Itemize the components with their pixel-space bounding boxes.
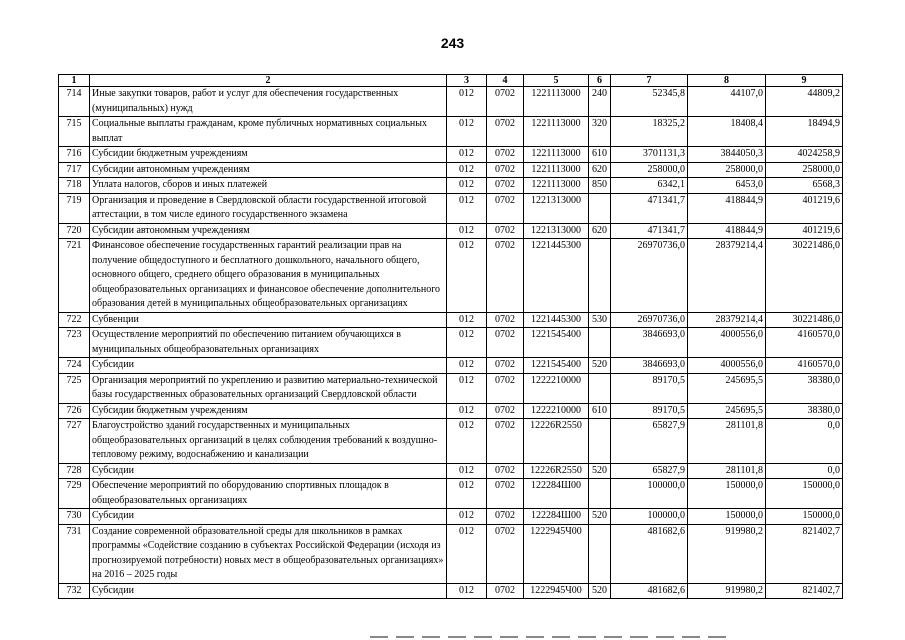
ministry-code-cell: 012 [447, 312, 487, 328]
amount-year2-cell: 150000,0 [688, 509, 766, 525]
row-name-cell: Социальные выплаты гражданам, кроме публичных нормативных социальных выплат [90, 117, 447, 147]
amount-year1-cell: 89170,5 [611, 403, 688, 419]
section-code-cell: 0702 [487, 223, 524, 239]
row-number-cell: 728 [59, 463, 90, 479]
amount-year2-cell: 919980,2 [688, 583, 766, 599]
row-number-cell: 719 [59, 193, 90, 223]
amount-year2-cell: 4000556,0 [688, 328, 766, 358]
expense-type-cell: 530 [589, 312, 611, 328]
table-row [59, 373, 843, 403]
amount-year1-cell: 52345,8 [611, 87, 688, 117]
ministry-code-cell: 012 [447, 358, 487, 374]
row-number-cell: 718 [59, 178, 90, 194]
row-name-cell: Уплата налогов, сборов и иных платежей [90, 178, 447, 194]
section-code-cell: 0702 [487, 419, 524, 464]
row-name-cell: Благоустройство зданий государственных и муниципальных общеобразовательных организаций в целях соблюдения требований к воздушно-тепловому режиму, водоснабжению и канализации [90, 419, 447, 464]
row-name-cell: Осуществление мероприятий по обеспечению питанием обучающихся в муниципальных общеобразовательных организациях [90, 328, 447, 358]
row-name-cell: Создание современной образовательной среды для школьников в рамках программы «Содействие созданию в субъектах Российской Федерации (исходя из прогнозируемой потребности) новых мест в общеобразовательных организациях» на 2016 – 2025 годы [90, 524, 447, 583]
section-code-cell: 0702 [487, 358, 524, 374]
row-number-cell: 720 [59, 223, 90, 239]
expense-type-cell: 850 [589, 178, 611, 194]
section-code-cell: 0702 [487, 509, 524, 525]
ministry-code-cell: 012 [447, 223, 487, 239]
amount-year3-cell: 4024258,9 [766, 147, 843, 163]
expense-type-cell: 610 [589, 147, 611, 163]
amount-year1-cell: 481682,6 [611, 583, 688, 599]
amount-year1-cell: 481682,6 [611, 524, 688, 583]
amount-year3-cell: 18494,9 [766, 117, 843, 147]
table-row [59, 117, 843, 147]
expense-type-cell [589, 419, 611, 464]
column-header: 1 [59, 75, 90, 87]
row-number-cell: 724 [59, 358, 90, 374]
amount-year3-cell: 4160570,0 [766, 328, 843, 358]
row-name-cell: Субвенции [90, 312, 447, 328]
expense-type-cell: 320 [589, 117, 611, 147]
expense-type-cell: 520 [589, 583, 611, 599]
amount-year1-cell: 471341,7 [611, 223, 688, 239]
table-row [59, 419, 843, 464]
table-row [59, 463, 843, 479]
section-code-cell: 0702 [487, 147, 524, 163]
ministry-code-cell: 012 [447, 583, 487, 599]
section-code-cell: 0702 [487, 524, 524, 583]
section-code-cell: 0702 [487, 403, 524, 419]
row-name-cell: Субсидии [90, 463, 447, 479]
amount-year2-cell: 3844050,3 [688, 147, 766, 163]
amount-year2-cell: 281101,8 [688, 419, 766, 464]
row-number-cell: 717 [59, 162, 90, 178]
target-article-cell: 1221545400 [524, 358, 589, 374]
row-name-cell: Субсидии [90, 583, 447, 599]
row-number-cell: 732 [59, 583, 90, 599]
ministry-code-cell: 012 [447, 117, 487, 147]
target-article-cell: 1221113000 [524, 117, 589, 147]
amount-year1-cell: 65827,9 [611, 463, 688, 479]
table-row [59, 178, 843, 194]
section-code-cell: 0702 [487, 193, 524, 223]
target-article-cell: 1221545400 [524, 328, 589, 358]
row-number-cell: 723 [59, 328, 90, 358]
amount-year3-cell: 38380,0 [766, 403, 843, 419]
column-header: 7 [611, 75, 688, 87]
table-row [59, 193, 843, 223]
ministry-code-cell: 012 [447, 509, 487, 525]
amount-year3-cell: 821402,7 [766, 524, 843, 583]
amount-year2-cell: 150000,0 [688, 479, 766, 509]
amount-year3-cell: 150000,0 [766, 509, 843, 525]
ministry-code-cell: 012 [447, 239, 487, 313]
table-row [59, 162, 843, 178]
ministry-code-cell: 012 [447, 419, 487, 464]
column-header: 8 [688, 75, 766, 87]
table-row [59, 403, 843, 419]
amount-year1-cell: 3846693,0 [611, 328, 688, 358]
amount-year3-cell: 821402,7 [766, 583, 843, 599]
table-row [59, 223, 843, 239]
target-article-cell: 1221113000 [524, 87, 589, 117]
expense-type-cell: 240 [589, 87, 611, 117]
section-code-cell: 0702 [487, 312, 524, 328]
row-number-cell: 722 [59, 312, 90, 328]
row-number-cell: 716 [59, 147, 90, 163]
column-header: 6 [589, 75, 611, 87]
ministry-code-cell: 012 [447, 87, 487, 117]
amount-year2-cell: 4000556,0 [688, 358, 766, 374]
ministry-code-cell: 012 [447, 162, 487, 178]
section-code-cell: 0702 [487, 328, 524, 358]
row-name-cell: Организация и проведение в Свердловской области государственной итоговой аттестации, в том числе единого государственного экзамена [90, 193, 447, 223]
amount-year2-cell: 28379214,4 [688, 239, 766, 313]
amount-year2-cell: 44107,0 [688, 87, 766, 117]
row-name-cell: Субсидии автономным учреждениям [90, 162, 447, 178]
table-row [59, 328, 843, 358]
amount-year1-cell: 89170,5 [611, 373, 688, 403]
row-number-cell: 725 [59, 373, 90, 403]
ministry-code-cell: 012 [447, 373, 487, 403]
target-article-cell: 1221113000 [524, 147, 589, 163]
amount-year1-cell: 3846693,0 [611, 358, 688, 374]
target-article-cell: 1222210000 [524, 403, 589, 419]
amount-year3-cell: 4160570,0 [766, 358, 843, 374]
section-code-cell: 0702 [487, 162, 524, 178]
row-name-cell: Иные закупки товаров, работ и услуг для обеспечения государственных (муниципальных) нужд [90, 87, 447, 117]
amount-year3-cell: 30221486,0 [766, 312, 843, 328]
amount-year3-cell: 6568,3 [766, 178, 843, 194]
amount-year2-cell: 18408,4 [688, 117, 766, 147]
page-number: 243 [440, 35, 465, 51]
target-article-cell: 122284Ш00 [524, 509, 589, 525]
amount-year1-cell: 100000,0 [611, 479, 688, 509]
table-row [59, 147, 843, 163]
row-number-cell: 714 [59, 87, 90, 117]
amount-year1-cell: 3701131,3 [611, 147, 688, 163]
amount-year3-cell: 38380,0 [766, 373, 843, 403]
amount-year1-cell: 100000,0 [611, 509, 688, 525]
target-article-cell: 1222945Ч00 [524, 524, 589, 583]
target-article-cell: 1221445300 [524, 239, 589, 313]
table-row [59, 239, 843, 313]
target-article-cell: 1221313000 [524, 193, 589, 223]
section-code-cell: 0702 [487, 583, 524, 599]
row-number-cell: 727 [59, 419, 90, 464]
expense-type-cell: 620 [589, 223, 611, 239]
row-name-cell: Субсидии [90, 358, 447, 374]
amount-year3-cell: 30221486,0 [766, 239, 843, 313]
amount-year1-cell: 26970736,0 [611, 312, 688, 328]
expense-type-cell [589, 328, 611, 358]
expense-type-cell [589, 524, 611, 583]
amount-year1-cell: 6342,1 [611, 178, 688, 194]
expense-type-cell: 620 [589, 162, 611, 178]
row-number-cell: 730 [59, 509, 90, 525]
target-article-cell: 1221113000 [524, 178, 589, 194]
column-header: 2 [90, 75, 447, 87]
amount-year3-cell: 0,0 [766, 463, 843, 479]
ministry-code-cell: 012 [447, 479, 487, 509]
amount-year2-cell: 245695,5 [688, 373, 766, 403]
column-header: 9 [766, 75, 843, 87]
amount-year1-cell: 258000,0 [611, 162, 688, 178]
target-article-cell: 1222945Ч00 [524, 583, 589, 599]
ministry-code-cell: 012 [447, 178, 487, 194]
expense-type-cell: 610 [589, 403, 611, 419]
table-row [59, 479, 843, 509]
section-code-cell: 0702 [487, 239, 524, 313]
row-name-cell: Субсидии автономным учреждениям [90, 223, 447, 239]
section-code-cell: 0702 [487, 373, 524, 403]
target-article-cell: 12226R2550 [524, 419, 589, 464]
amount-year2-cell: 418844,9 [688, 223, 766, 239]
row-name-cell: Финансовое обеспечение государственных гарантий реализации прав на получение общедоступного и бесплатного дошкольного, начального общего, основного общего, среднего общего образования в муниципальных общеобразовательных организациях и финансовое обеспечение дополнительного образования детей в муниципальных общеобразовательных организациях [90, 239, 447, 313]
row-name-cell: Субсидии [90, 509, 447, 525]
row-number-cell: 731 [59, 524, 90, 583]
expense-type-cell: 520 [589, 358, 611, 374]
target-article-cell: 1222210000 [524, 373, 589, 403]
target-article-cell: 122284Ш00 [524, 479, 589, 509]
amount-year2-cell: 28379214,4 [688, 312, 766, 328]
ministry-code-cell: 012 [447, 403, 487, 419]
section-code-cell: 0702 [487, 463, 524, 479]
header-row [59, 75, 843, 87]
expense-type-cell [589, 239, 611, 313]
row-name-cell: Обеспечение мероприятий по оборудованию спортивных площадок в общеобразовательных организациях [90, 479, 447, 509]
section-code-cell: 0702 [487, 117, 524, 147]
amount-year3-cell: 0,0 [766, 419, 843, 464]
row-name-cell: Субсидии бюджетным учреждениям [90, 147, 447, 163]
amount-year2-cell: 281101,8 [688, 463, 766, 479]
amount-year3-cell: 401219,6 [766, 223, 843, 239]
section-code-cell: 0702 [487, 87, 524, 117]
amount-year2-cell: 919980,2 [688, 524, 766, 583]
target-article-cell: 1221445300 [524, 312, 589, 328]
amount-year3-cell: 401219,6 [766, 193, 843, 223]
ministry-code-cell: 012 [447, 147, 487, 163]
amount-year3-cell: 44809,2 [766, 87, 843, 117]
row-number-cell: 729 [59, 479, 90, 509]
budget-table [58, 74, 843, 599]
scan-artifact-line [370, 636, 730, 638]
ministry-code-cell: 012 [447, 463, 487, 479]
amount-year2-cell: 258000,0 [688, 162, 766, 178]
expense-type-cell: 520 [589, 509, 611, 525]
amount-year2-cell: 245695,5 [688, 403, 766, 419]
section-code-cell: 0702 [487, 479, 524, 509]
amount-year1-cell: 18325,2 [611, 117, 688, 147]
expense-type-cell: 520 [589, 463, 611, 479]
section-code-cell: 0702 [487, 178, 524, 194]
table-row [59, 524, 843, 583]
row-name-cell: Организация мероприятий по укреплению и развитию материально-технической базы государственных образовательных организаций Свердловской области [90, 373, 447, 403]
table-row [59, 358, 843, 374]
target-article-cell: 1221313000 [524, 223, 589, 239]
amount-year3-cell: 150000,0 [766, 479, 843, 509]
amount-year1-cell: 471341,7 [611, 193, 688, 223]
table-row [59, 509, 843, 525]
row-number-cell: 726 [59, 403, 90, 419]
amount-year1-cell: 26970736,0 [611, 239, 688, 313]
amount-year2-cell: 6453,0 [688, 178, 766, 194]
expense-type-cell [589, 479, 611, 509]
table-row [59, 312, 843, 328]
column-header: 3 [447, 75, 487, 87]
ministry-code-cell: 012 [447, 328, 487, 358]
table-row [59, 87, 843, 117]
row-number-cell: 721 [59, 239, 90, 313]
column-header: 4 [487, 75, 524, 87]
amount-year2-cell: 418844,9 [688, 193, 766, 223]
row-name-cell: Субсидии бюджетным учреждениям [90, 403, 447, 419]
target-article-cell: 1221113000 [524, 162, 589, 178]
target-article-cell: 12226R2550 [524, 463, 589, 479]
expense-type-cell [589, 193, 611, 223]
amount-year1-cell: 65827,9 [611, 419, 688, 464]
row-number-cell: 715 [59, 117, 90, 147]
ministry-code-cell: 012 [447, 524, 487, 583]
table-row [59, 583, 843, 599]
column-header: 5 [524, 75, 589, 87]
ministry-code-cell: 012 [447, 193, 487, 223]
amount-year3-cell: 258000,0 [766, 162, 843, 178]
expense-type-cell [589, 373, 611, 403]
